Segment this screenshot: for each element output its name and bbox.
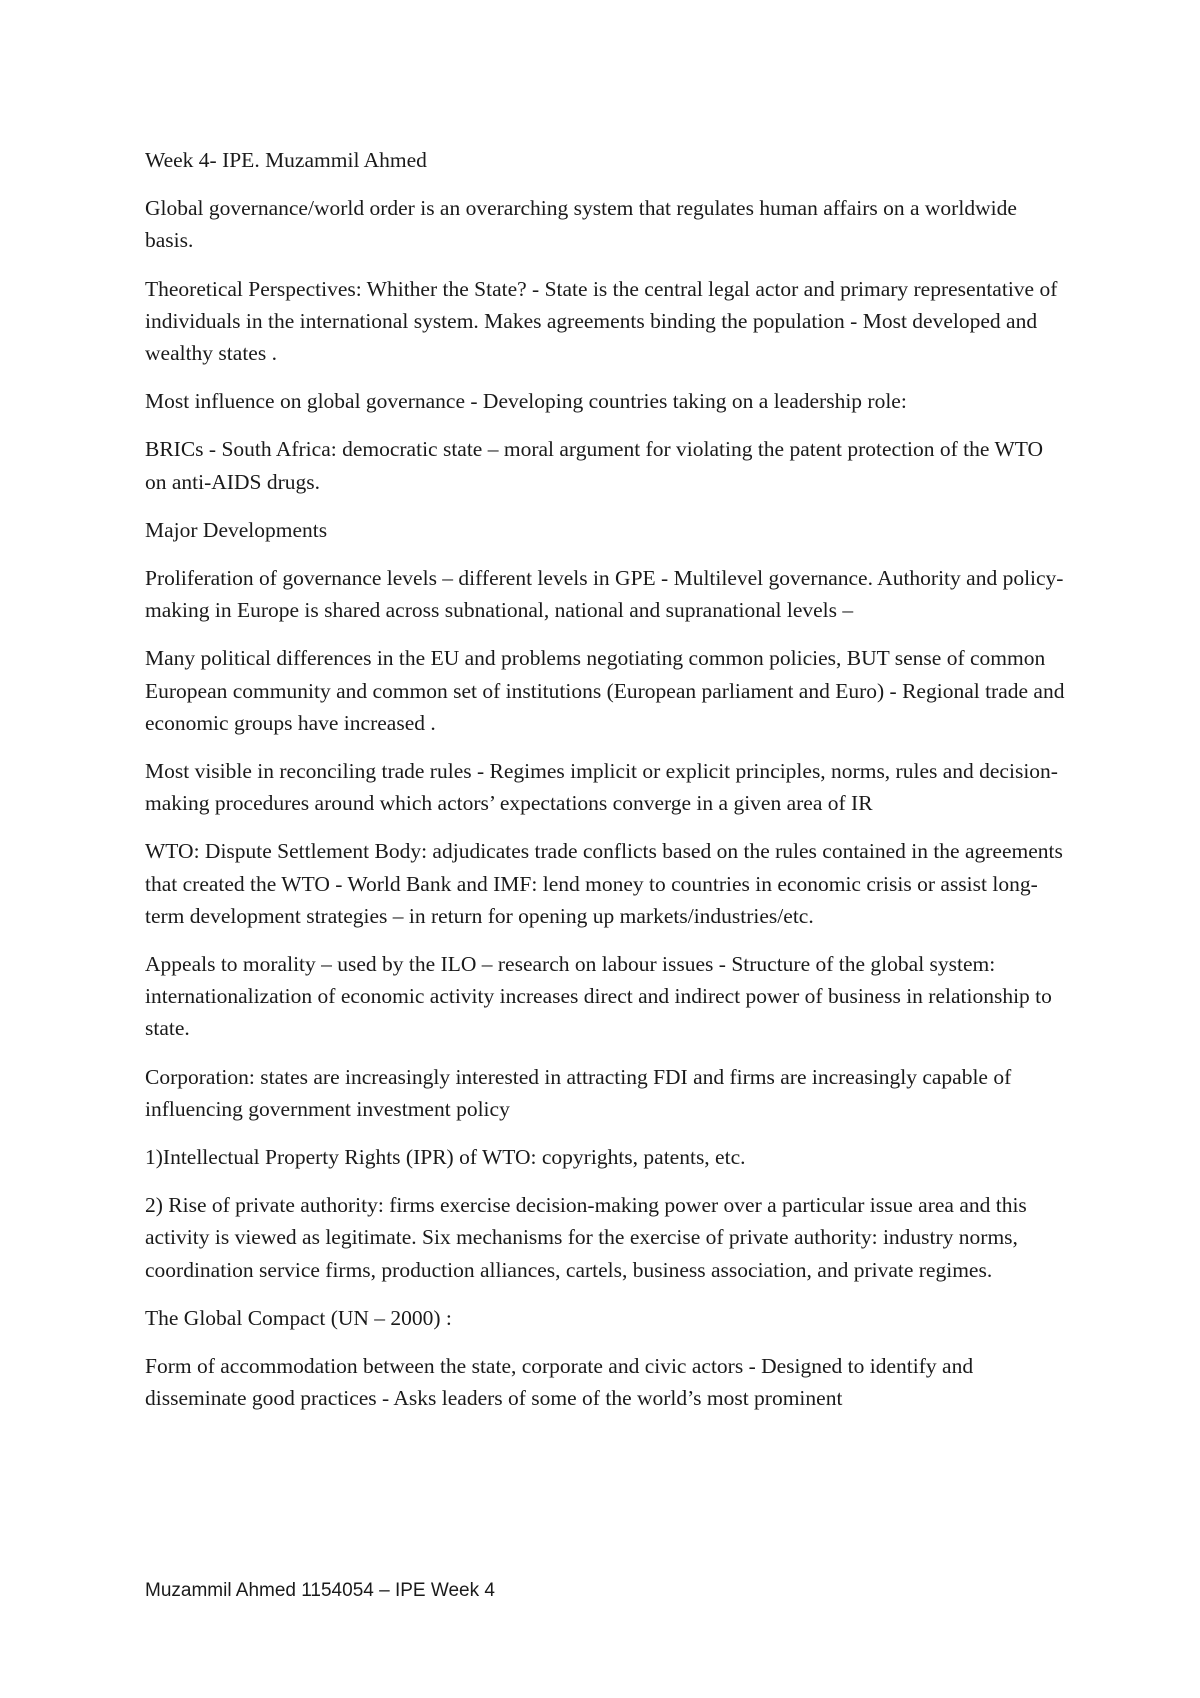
- paragraph-wto-dispute: WTO: Dispute Settlement Body: adjudicates trade conflicts based on the rules contained in the agreements that created the WTO - World Bank and IMF: lend money to countries in economic crisis or assist long-term development strategies – in return for opening up markets/industries/etc.: [145, 839, 1063, 928]
- paragraph-global-compact-heading: The Global Compact (UN – 2000) :: [145, 1305, 452, 1330]
- document-body: [145, 144, 1065, 1431]
- paragraph-proliferation: Proliferation of governance levels – different levels in GPE - Multilevel governance. Authority and policy-making in Europe is shared across subnational, national and supranational levels –: [145, 566, 1064, 623]
- paragraph-private-authority: 2) Rise of private authority: firms exercise decision-making power over a particular issue area and this activity is viewed as legitimate. Six mechanisms for the exercise of private authority: industry norms, coordination service firms, production alliances, cartels, business association, and private regimes.: [145, 1193, 1027, 1282]
- paragraph-most-influence: Most influence on global governance - Developing countries taking on a leadership role:: [145, 389, 907, 414]
- paragraph-accommodation: Form of accommodation between the state, corporate and civic actors - Designed to identify and disseminate good practices - Asks leaders of some of the world’s most prominent: [145, 1354, 974, 1411]
- doc-heading: Week 4- IPE. Muzammil Ahmed: [145, 148, 427, 172]
- paragraph-global-governance: Global governance/world order is an overarching system that regulates human affairs on a worldwide basis.: [145, 196, 1017, 253]
- paragraph-ipr: 1)Intellectual Property Rights (IPR) of WTO: copyrights, patents, etc.: [145, 1145, 746, 1170]
- paragraph-brics: BRICs - South Africa: democratic state – moral argument for violating the patent protection of the WTO on anti-AIDS drugs.: [145, 437, 1044, 494]
- paragraph-eu-differences: Many political differences in the EU and problems negotiating common policies, BUT sense of common European community and common set of institutions (European parliament and Euro) - Regional trade and economic groups have increased .: [145, 646, 1065, 735]
- paragraph-theoretical-perspectives: Theoretical Perspectives: Whither the State? - State is the central legal actor and primary representative of individuals in the international system. Makes agreements binding the population - Most developed and wealthy states .: [145, 276, 1058, 366]
- section-heading-major-developments: Major Developments: [145, 517, 328, 542]
- paragraph-appeals-morality: Appeals to morality – used by the ILO – research on labour issues - Structure of the global system: internationalization of economic activity increases direct and indirect power of business in relationship to state.: [145, 952, 1052, 1041]
- paragraph-trade-rules: Most visible in reconciling trade rules - Regimes implicit or explicit principles, norms, rules and decision-making procedures around which actors’ expectations converge in a given area of IR: [145, 759, 1058, 816]
- paragraph-corporation: Corporation: states are increasingly interested in attracting FDI and firms are increasingly capable of influencing government investment policy: [145, 1064, 1012, 1121]
- page-footer: Muzammil Ahmed 1154054 – IPE Week 4: [145, 1580, 495, 1601]
